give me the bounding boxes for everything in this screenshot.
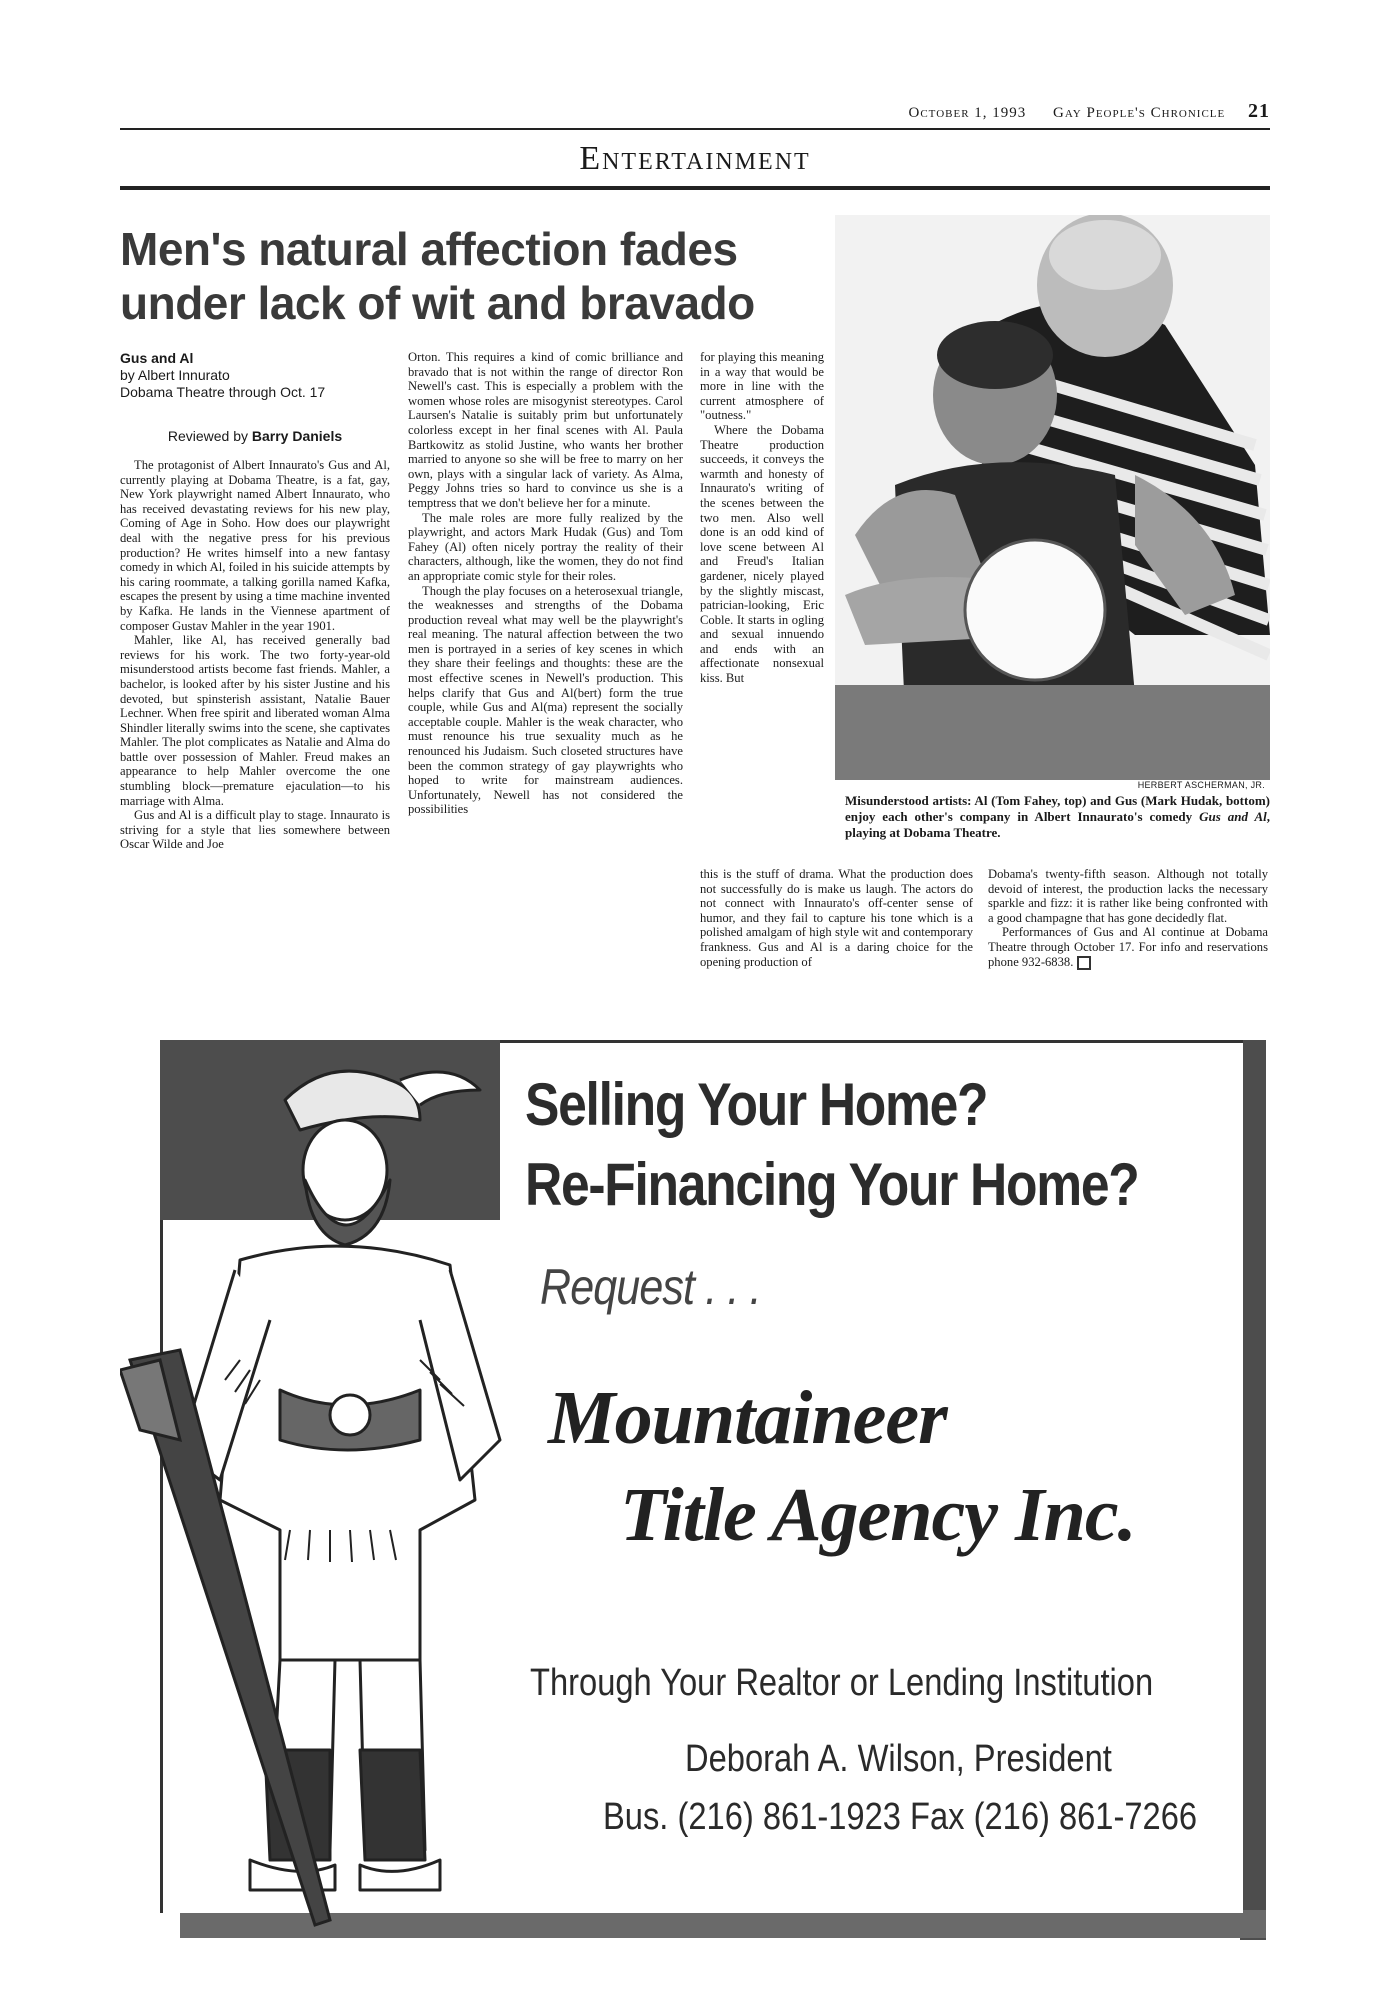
end-mark-icon — [1077, 956, 1091, 970]
section-rule — [120, 186, 1270, 190]
paragraph: The male roles are more fully realized by the playwright, and actors Mark Hudak (Gus) and Tom Fahey (Al) often nicely portray the reality of their characters, although, like the women, they do not find an appropriate comic style for their roles. — [408, 510, 683, 583]
masthead — [120, 100, 1270, 126]
byline-prefix: Reviewed by — [167, 428, 248, 444]
paragraph: Gus and Al is a difficult play to stage. Innaurato is striving for a style that lies somewhere between Oscar Wilde and Joe — [120, 808, 390, 852]
paragraph: for playing this meaning in a way that would be more in line with the current atmosphere of "outness." — [700, 350, 824, 423]
play-info — [120, 350, 390, 401]
ad-president: Deborah A. Wilson, President — [685, 1738, 1112, 1780]
caption-text-end: , playing at Dobama Theatre. — [845, 809, 1270, 840]
article-column-3-lower — [700, 867, 973, 969]
section-title: Entertainment — [579, 140, 811, 177]
paragraph: The protagonist of Albert Innaurato's Gus and Al, currently playing at Dobama Theatre, is a fat, gay, New York playwright named Albert Innaurato, who has received devastating reviews for his new play, Coming of Age in Soho. How does our playwright deal with the negative press for his previous production? He writes himself into a new fantasy comedy in which Al, foiled in his suicide attempts by his caring roommate, a talking gorilla named Kafka, escapes the present by using a time machine invented by Kafka. He lands in the Viennese apartment of composer Gustav Mahler in the year 1901. — [120, 458, 390, 633]
ad-phone: Bus. (216) 861-1923 Fax (216) 861-7266 — [603, 1796, 1198, 1838]
ad-request: Request . . . — [540, 1259, 761, 1315]
company-name-line-1: Mountaineer — [548, 1376, 947, 1460]
company-name-line-2: Title Agency Inc. — [620, 1473, 1136, 1557]
photo-caption — [845, 793, 1270, 841]
publication-name: Gay People's Chronicle — [1053, 105, 1226, 121]
paragraph — [988, 925, 1268, 969]
play-author: by Albert Innurato — [120, 367, 230, 383]
ad-shadow-right — [1240, 1040, 1266, 1940]
article-column-2 — [408, 350, 683, 817]
photo-credit: HERBERT ASCHERMAN, JR. — [1137, 780, 1265, 790]
article-headline — [120, 222, 880, 330]
byline — [120, 428, 390, 444]
masthead-rule — [120, 128, 1270, 130]
issue-date: October 1, 1993 — [908, 105, 1027, 121]
paragraph: Orton. This requires a kind of comic brilliance and bravado that is not within the range of director Ron Newell's cast. This is especially a problem with the women whose roles are misogynist stereotypes. Carol Laursen's Natalie is suitably prim but unfortunately colorless except in her final scenes with Al. Paula Bartkowitz as stolid Justine, who wants her brother married to anyone so she will be free to marry on her own, plays with a singular lack of variety. As Alma, Peggy Johns tries so hard to convince us she is a temptress that we don't believe her for a minute. — [408, 350, 683, 510]
headline-line-1: Men's natural affection fades — [120, 223, 738, 275]
paragraph: Though the play focuses on a heterosexual triangle, the weaknesses and strengths of the Dobama production reveal what may well be the playwright's real meaning. The natural affection between the two men is portrayed in a series of key scenes in which they share their feelings and thoughts: these are the most effective scenes in Newell's production. This helps clarify that Gus and Al(bert) form the true couple, while Gus and Al(ma) represent the socially acceptable couple. Mahler is the weak character, who must renounce his true sexuality much as he renounced his Judaism. Such closeted structures have been the common strategy of gay playwrights who hoped to write for mainstream audiences. Unfortunately, Newell has not considered the possibilities — [408, 583, 683, 817]
article-column-4 — [988, 867, 1268, 970]
play-venue: Dobama Theatre through Oct. 17 — [120, 384, 326, 400]
actors-photo-illustration — [835, 215, 1270, 780]
paragraph: this is the stuff of drama. What the production does not successfully do is make us laugh. The actors do not connect with Innaurato's off-center sense of humor, and they fail to capture his tone which is a polished amalgam of high style wit and contemporary frankness. Gus and Al is a daring choice for the opening production of — [700, 867, 973, 969]
article-column-3 — [700, 350, 824, 686]
paragraph: Mahler, like Al, has received generally bad reviews for his work. The two forty-year-old misunderstood artists become fast friends. Mahler, a bachelor, is looked after by his sister Justine and his devoted, but spinsterish assistant, Natalie Bauer Lechner. When free spirit and liberated woman Alma Shindler literally swims into the scene, she captivates Mahler. The plot complicates as Natalie and Alma do battle over possession of Mahler. Freud makes an appearance to help Mahler overcome the one stumbling block—premature ejaculation—to his marriage with Alma. — [120, 633, 390, 808]
article-column-1 — [120, 458, 390, 852]
ad-headline-selling: Selling Your Home? — [525, 1071, 988, 1138]
caption-text: Misunderstood artists: Al (Tom Fahey, top) and Gus (Mark Hudak, bottom) enjoy each other's company in Albert Innaurato's comedy — [845, 793, 1270, 824]
ad-headline-refinancing: Re-Financing Your Home? — [525, 1151, 1139, 1218]
paragraph: Where the Dobama Theatre production succeeds, it conveys the warmth and honesty of Innaurato's writing of the scenes between the two men. Also well done is an odd kind of love scene between Al and Freud's Italian gardener, nicely played by the slightly miscast, patrician-looking, Eric Coble. It starts in ogling and sexual innuendo and ends with an affectionate nonsexual kiss. But — [700, 422, 824, 686]
article-photo — [835, 215, 1270, 780]
play-title: Gus and Al — [120, 350, 194, 366]
headline-line-2: under lack of wit and bravado — [120, 277, 755, 329]
reviewer-name: Barry Daniels — [251, 428, 343, 444]
closing-line: Performances of Gus and Al continue at Dobama Theatre through October 17. For info and reservations phone 932-6838. — [988, 925, 1268, 969]
frontiersman-illustration — [120, 1060, 540, 1930]
paragraph: Dobama's twenty-fifth season. Although not totally devoid of interest, the production lacks the necessary sparkle and fizz: it is rather like being confronted with a good champagne that has gone decidedly flat. — [988, 867, 1268, 925]
page-number: 21 — [1248, 100, 1270, 122]
frontiersman-drawing — [120, 1060, 540, 1930]
caption-title: Gus and Al — [1199, 809, 1267, 824]
ad-through-line: Through Your Realtor or Lending Institution — [530, 1662, 1154, 1704]
